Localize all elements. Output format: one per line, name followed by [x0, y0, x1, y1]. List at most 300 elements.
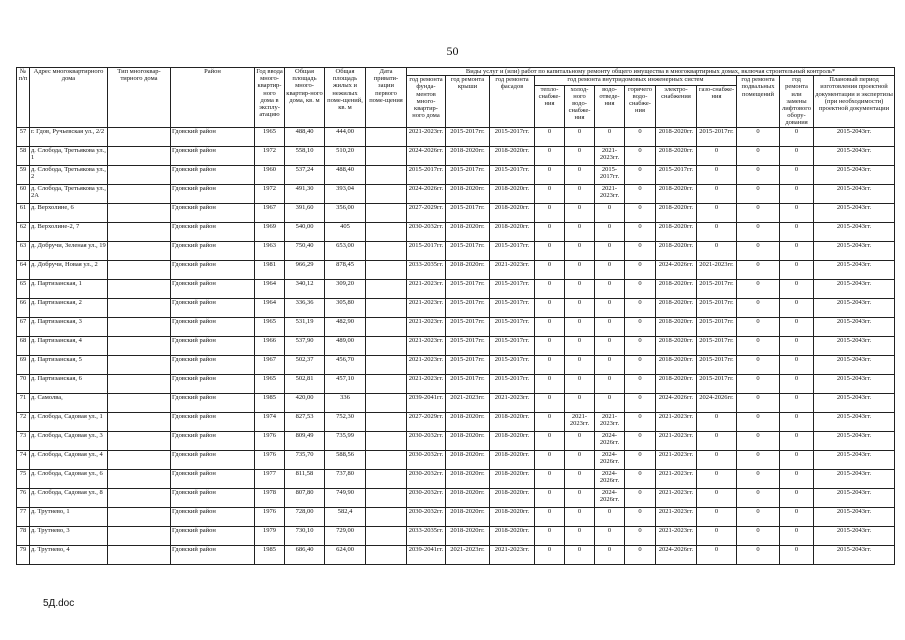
cell-priv: [366, 260, 407, 279]
cell-heat: 0: [535, 488, 565, 507]
cell-hot: 0: [625, 545, 656, 564]
cell-facade: 2021-2023гг.: [490, 545, 535, 564]
table-row: [17, 127, 895, 146]
table-row: [17, 165, 895, 184]
cell-roof: 2018-2020гг.: [446, 184, 490, 203]
cell-n: 57: [17, 127, 30, 146]
cell-n: 71: [17, 393, 30, 412]
footer-filename: 5Д.doc: [43, 598, 75, 609]
cell-elec: 2018-2020гг.: [656, 298, 697, 317]
cell-heat: 0: [535, 355, 565, 374]
cell-type: [108, 545, 171, 564]
cell-sew: 0: [595, 241, 625, 260]
cell-plan: 2015-2043гг.: [814, 260, 895, 279]
table-row: [17, 298, 895, 317]
cell-base: 0: [737, 298, 780, 317]
cell-plan: 2015-2043гг.: [814, 488, 895, 507]
cell-year: 1972: [255, 184, 285, 203]
header-elevator: год ремонта или замены лифтового обору-дования: [780, 76, 814, 127]
cell-gas: 2015-2017гг.: [697, 279, 737, 298]
cell-found: 2021-2023гг.: [407, 374, 446, 393]
cell-district: Гдовский район: [171, 298, 255, 317]
cell-base: 0: [737, 355, 780, 374]
cell-district: Гдовский район: [171, 374, 255, 393]
cell-sew: 0: [595, 260, 625, 279]
cell-heat: 0: [535, 127, 565, 146]
cell-base: 0: [737, 526, 780, 545]
cell-heat: 0: [535, 431, 565, 450]
cell-type: [108, 222, 171, 241]
cell-year: 1963: [255, 241, 285, 260]
cell-living: 482,90: [325, 317, 366, 336]
cell-hot: 0: [625, 127, 656, 146]
cell-addr: д. Трутнево, 1: [30, 507, 108, 526]
cell-roof: 2015-2017гг.: [446, 374, 490, 393]
cell-roof: 2018-2020гг.: [446, 526, 490, 545]
cell-total: 540,00: [285, 222, 325, 241]
cell-type: [108, 336, 171, 355]
cell-gas: 0: [697, 146, 737, 165]
table-row: [17, 545, 895, 564]
cell-n: 62: [17, 222, 30, 241]
cell-base: 0: [737, 260, 780, 279]
cell-gas: 2015-2017гг.: [697, 355, 737, 374]
cell-lift: 0: [780, 336, 814, 355]
cell-sew: 0: [595, 279, 625, 298]
cell-type: [108, 431, 171, 450]
cell-hot: 0: [625, 279, 656, 298]
cell-elec: 2015-2017гг.: [656, 165, 697, 184]
cell-base: 0: [737, 336, 780, 355]
cell-base: 0: [737, 241, 780, 260]
cell-cold: 0: [565, 260, 595, 279]
cell-n: 79: [17, 545, 30, 564]
header-district: Район: [171, 68, 255, 128]
cell-facade: 2015-2017гг.: [490, 127, 535, 146]
cell-living: 457,10: [325, 374, 366, 393]
cell-total: 420,00: [285, 393, 325, 412]
header-sewerage: водо-отведе-ния: [595, 85, 625, 127]
cell-gas: 0: [697, 165, 737, 184]
cell-roof: 2021-2023гг.: [446, 393, 490, 412]
cell-cold: 0: [565, 469, 595, 488]
cell-found: 2015-2017гг.: [407, 241, 446, 260]
cell-found: 2021-2023гг.: [407, 279, 446, 298]
cell-found: 2030-2032гг.: [407, 507, 446, 526]
cell-lift: 0: [780, 450, 814, 469]
cell-elec: 2021-2023гг.: [656, 431, 697, 450]
cell-total: 728,00: [285, 507, 325, 526]
cell-facade: 2018-2020гг.: [490, 203, 535, 222]
cell-n: 67: [17, 317, 30, 336]
cell-priv: [366, 184, 407, 203]
header-hot-water: горячего водо-снабже-ния: [625, 85, 656, 127]
cell-priv: [366, 393, 407, 412]
cell-gas: 2024-2026гг.: [697, 393, 737, 412]
cell-total: 491,30: [285, 184, 325, 203]
cell-district: Гдовский район: [171, 260, 255, 279]
cell-sew: 0: [595, 526, 625, 545]
cell-type: [108, 203, 171, 222]
cell-facade: 2018-2020гг.: [490, 222, 535, 241]
cell-heat: 0: [535, 260, 565, 279]
cell-total: 537,90: [285, 336, 325, 355]
cell-total: 558,10: [285, 146, 325, 165]
cell-addr: д. Самолва,: [30, 393, 108, 412]
table-row: [17, 146, 895, 165]
cell-lift: 0: [780, 203, 814, 222]
cell-cold: 0: [565, 146, 595, 165]
cell-type: [108, 165, 171, 184]
cell-plan: 2015-2043гг.: [814, 545, 895, 564]
table-row: [17, 260, 895, 279]
cell-priv: [366, 336, 407, 355]
cell-plan: 2015-2043гг.: [814, 298, 895, 317]
cell-roof: 2018-2020гг.: [446, 146, 490, 165]
cell-addr: д. Слобода, Третьякова ул., 2А: [30, 184, 108, 203]
cell-district: Гдовский район: [171, 165, 255, 184]
cell-district: Гдовский район: [171, 241, 255, 260]
cell-gas: 0: [697, 241, 737, 260]
table-row: [17, 355, 895, 374]
header-heating: тепло-снабже-ния: [535, 85, 565, 127]
header-num: № п/п: [17, 68, 30, 128]
cell-total: 336,36: [285, 298, 325, 317]
cell-year: 1976: [255, 507, 285, 526]
cell-type: [108, 317, 171, 336]
cell-lift: 0: [780, 241, 814, 260]
cell-roof: 2015-2017гг.: [446, 279, 490, 298]
cell-priv: [366, 526, 407, 545]
cell-found: 2024-2026гг.: [407, 146, 446, 165]
cell-sew: 2024-2026гг.: [595, 431, 625, 450]
cell-year: 1985: [255, 393, 285, 412]
cell-found: 2030-2032гг.: [407, 469, 446, 488]
header-engineering-group: год ремонта внутридомовых инженерных систем: [535, 76, 737, 85]
cell-hot: 0: [625, 393, 656, 412]
cell-base: 0: [737, 222, 780, 241]
cell-gas: 0: [697, 184, 737, 203]
cell-year: 1965: [255, 374, 285, 393]
cell-priv: [366, 374, 407, 393]
cell-hot: 0: [625, 165, 656, 184]
cell-gas: 0: [697, 203, 737, 222]
cell-heat: 0: [535, 184, 565, 203]
cell-heat: 0: [535, 450, 565, 469]
cell-lift: 0: [780, 222, 814, 241]
cell-living: 752,30: [325, 412, 366, 431]
cell-plan: 2015-2043гг.: [814, 127, 895, 146]
cell-heat: 0: [535, 412, 565, 431]
page-number: 50: [446, 44, 459, 58]
cell-lift: 0: [780, 412, 814, 431]
cell-hot: 0: [625, 507, 656, 526]
cell-district: Гдовский район: [171, 431, 255, 450]
cell-lift: 0: [780, 545, 814, 564]
header-privatization: Дата привати-зации первого поме-щения: [366, 68, 407, 128]
cell-plan: 2015-2043гг.: [814, 165, 895, 184]
cell-lift: 0: [780, 260, 814, 279]
cell-year: 1972: [255, 146, 285, 165]
cell-priv: [366, 165, 407, 184]
cell-type: [108, 279, 171, 298]
cell-sew: 0: [595, 393, 625, 412]
cell-living: 737,80: [325, 469, 366, 488]
cell-gas: 2015-2017гг.: [697, 336, 737, 355]
header-year-built: Год ввода много-квартир-ного дома в эксплу-атацию: [255, 68, 285, 128]
cell-addr: д. Слобода, Садовая ул., 6: [30, 469, 108, 488]
cell-found: 2039-2041гг.: [407, 545, 446, 564]
cell-found: 2039-2041гг.: [407, 393, 446, 412]
cell-priv: [366, 507, 407, 526]
cell-n: 61: [17, 203, 30, 222]
table-row: [17, 184, 895, 203]
header-electricity: электро-снабжения: [656, 85, 697, 127]
cell-lift: 0: [780, 431, 814, 450]
cell-addr: д. Слобода, Садовая ул., 1: [30, 412, 108, 431]
cell-hot: 0: [625, 184, 656, 203]
cell-plan: 2015-2043гг.: [814, 469, 895, 488]
cell-total: 686,40: [285, 545, 325, 564]
cell-living: 488,40: [325, 165, 366, 184]
cell-total: 750,40: [285, 241, 325, 260]
cell-facade: 2021-2023гг.: [490, 393, 535, 412]
cell-total: 811,58: [285, 469, 325, 488]
cell-addr: д. Партизанская, 1: [30, 279, 108, 298]
cell-facade: 2018-2020гг.: [490, 469, 535, 488]
cell-base: 0: [737, 469, 780, 488]
cell-cold: 0: [565, 431, 595, 450]
cell-type: [108, 241, 171, 260]
cell-n: 58: [17, 146, 30, 165]
cell-roof: 2018-2020гг.: [446, 488, 490, 507]
cell-elec: 2018-2020гг.: [656, 222, 697, 241]
cell-year: 1978: [255, 488, 285, 507]
cell-hot: 0: [625, 526, 656, 545]
cell-type: [108, 355, 171, 374]
cell-year: 1964: [255, 279, 285, 298]
cell-facade: 2015-2017гг.: [490, 165, 535, 184]
cell-cold: 0: [565, 317, 595, 336]
cell-roof: 2015-2017гг.: [446, 355, 490, 374]
cell-cold: 0: [565, 355, 595, 374]
cell-cold: 0: [565, 222, 595, 241]
cell-addr: д. Партизанская, 4: [30, 336, 108, 355]
cell-priv: [366, 298, 407, 317]
cell-lift: 0: [780, 146, 814, 165]
header-foundation: год ремонта фунда-ментов много-квартир-ного дома: [407, 76, 446, 127]
cell-found: 2030-2032гг.: [407, 431, 446, 450]
cell-district: Гдовский район: [171, 127, 255, 146]
cell-type: [108, 507, 171, 526]
cell-hot: 0: [625, 469, 656, 488]
table-row: [17, 336, 895, 355]
cell-type: [108, 526, 171, 545]
cell-sew: 2024-2026гг.: [595, 469, 625, 488]
cell-cold: 0: [565, 526, 595, 545]
cell-elec: 2021-2023гг.: [656, 526, 697, 545]
cell-living: 653,00: [325, 241, 366, 260]
cell-priv: [366, 222, 407, 241]
header-planned-period: Плановый период изготовления проектной документации и экспертизы (при необходимости) проектной документации: [814, 76, 895, 127]
cell-heat: 0: [535, 526, 565, 545]
cell-base: 0: [737, 184, 780, 203]
cell-total: 966,29: [285, 260, 325, 279]
cell-type: [108, 260, 171, 279]
cell-n: 65: [17, 279, 30, 298]
cell-addr: д. Слобода, Садовая ул., 4: [30, 450, 108, 469]
cell-roof: 2021-2023гг.: [446, 545, 490, 564]
cell-gas: 0: [697, 222, 737, 241]
cell-plan: 2015-2043гг.: [814, 336, 895, 355]
cell-gas: 0: [697, 412, 737, 431]
cell-roof: 2018-2020гг.: [446, 450, 490, 469]
cell-year: 1979: [255, 526, 285, 545]
cell-hot: 0: [625, 203, 656, 222]
cell-year: 1976: [255, 431, 285, 450]
cell-n: 76: [17, 488, 30, 507]
cell-elec: 2018-2020гг.: [656, 146, 697, 165]
cell-sew: 2021-2023гг.: [595, 184, 625, 203]
cell-living: 729,00: [325, 526, 366, 545]
cell-plan: 2015-2043гг.: [814, 317, 895, 336]
cell-district: Гдовский район: [171, 412, 255, 431]
cell-living: 582,4: [325, 507, 366, 526]
table-row: [17, 317, 895, 336]
cell-cold: 0: [565, 184, 595, 203]
cell-priv: [366, 127, 407, 146]
cell-total: 340,12: [285, 279, 325, 298]
cell-year: 1965: [255, 127, 285, 146]
cell-heat: 0: [535, 203, 565, 222]
cell-cold: 0: [565, 203, 595, 222]
cell-heat: 0: [535, 222, 565, 241]
cell-base: 0: [737, 431, 780, 450]
cell-total: 502,81: [285, 374, 325, 393]
cell-year: 1985: [255, 545, 285, 564]
cell-lift: 0: [780, 526, 814, 545]
cell-year: 1981: [255, 260, 285, 279]
cell-found: 2021-2023гг.: [407, 127, 446, 146]
cell-lift: 0: [780, 488, 814, 507]
table-row: [17, 431, 895, 450]
cell-priv: [366, 203, 407, 222]
header-address: Адрес многоквартирного дома: [30, 68, 108, 128]
repair-schedule-table: [16, 67, 895, 565]
cell-heat: 0: [535, 469, 565, 488]
cell-elec: 2018-2020гг.: [656, 279, 697, 298]
cell-lift: 0: [780, 469, 814, 488]
cell-lift: 0: [780, 355, 814, 374]
cell-gas: 0: [697, 507, 737, 526]
cell-addr: д. Слобода, Садовая ул., 3: [30, 431, 108, 450]
cell-elec: 2021-2023гг.: [656, 450, 697, 469]
cell-gas: 0: [697, 450, 737, 469]
cell-living: 489,00: [325, 336, 366, 355]
cell-lift: 0: [780, 507, 814, 526]
cell-n: 75: [17, 469, 30, 488]
cell-addr: д. Верхолине-2, 7: [30, 222, 108, 241]
cell-roof: 2018-2020гг.: [446, 469, 490, 488]
cell-found: 2030-2032гг.: [407, 450, 446, 469]
cell-plan: 2015-2043гг.: [814, 146, 895, 165]
cell-found: 2030-2032гг.: [407, 488, 446, 507]
cell-elec: 2018-2020гг.: [656, 184, 697, 203]
cell-cold: 0: [565, 298, 595, 317]
table-body: [17, 127, 895, 564]
cell-priv: [366, 241, 407, 260]
cell-living: 735,99: [325, 431, 366, 450]
cell-total: 391,60: [285, 203, 325, 222]
cell-addr: д. Добручи, Новая ул., 2: [30, 260, 108, 279]
cell-n: 69: [17, 355, 30, 374]
cell-total: 827,53: [285, 412, 325, 431]
cell-heat: 0: [535, 393, 565, 412]
cell-gas: 2015-2017гг.: [697, 374, 737, 393]
cell-priv: [366, 469, 407, 488]
cell-priv: [366, 146, 407, 165]
cell-year: 1967: [255, 203, 285, 222]
table-row: [17, 279, 895, 298]
cell-cold: 0: [565, 127, 595, 146]
cell-base: 0: [737, 393, 780, 412]
cell-base: 0: [737, 507, 780, 526]
cell-addr: д. Трутнево, 3: [30, 526, 108, 545]
cell-found: 2027-2029гг.: [407, 412, 446, 431]
cell-heat: 0: [535, 241, 565, 260]
cell-lift: 0: [780, 165, 814, 184]
cell-n: 77: [17, 507, 30, 526]
cell-facade: 2015-2017гг.: [490, 374, 535, 393]
cell-heat: 0: [535, 317, 565, 336]
cell-priv: [366, 545, 407, 564]
table-row: [17, 374, 895, 393]
cell-elec: 2021-2023гг.: [656, 412, 697, 431]
table-row: [17, 450, 895, 469]
cell-hot: 0: [625, 336, 656, 355]
cell-year: 1966: [255, 336, 285, 355]
cell-n: 74: [17, 450, 30, 469]
cell-gas: 2015-2017гг.: [697, 127, 737, 146]
table-row: [17, 469, 895, 488]
header-cold-water: холод-ного водо-снабже-ния: [565, 85, 595, 127]
cell-heat: 0: [535, 545, 565, 564]
cell-district: Гдовский район: [171, 355, 255, 374]
cell-lift: 0: [780, 298, 814, 317]
cell-facade: 2015-2017гг.: [490, 317, 535, 336]
cell-roof: 2015-2017гг.: [446, 203, 490, 222]
cell-type: [108, 184, 171, 203]
cell-elec: 2021-2023гг.: [656, 488, 697, 507]
cell-hot: 0: [625, 298, 656, 317]
cell-heat: 0: [535, 507, 565, 526]
cell-living: 393,04: [325, 184, 366, 203]
cell-type: [108, 450, 171, 469]
cell-heat: 0: [535, 374, 565, 393]
cell-found: 2033-2035гг.: [407, 526, 446, 545]
cell-priv: [366, 355, 407, 374]
cell-hot: 0: [625, 222, 656, 241]
cell-sew: 2024-2026гг.: [595, 488, 625, 507]
cell-priv: [366, 279, 407, 298]
cell-district: Гдовский район: [171, 526, 255, 545]
cell-plan: 2015-2043гг.: [814, 222, 895, 241]
cell-base: 0: [737, 412, 780, 431]
table-row: [17, 222, 895, 241]
cell-living: 356,00: [325, 203, 366, 222]
cell-n: 59: [17, 165, 30, 184]
cell-year: 1964: [255, 298, 285, 317]
